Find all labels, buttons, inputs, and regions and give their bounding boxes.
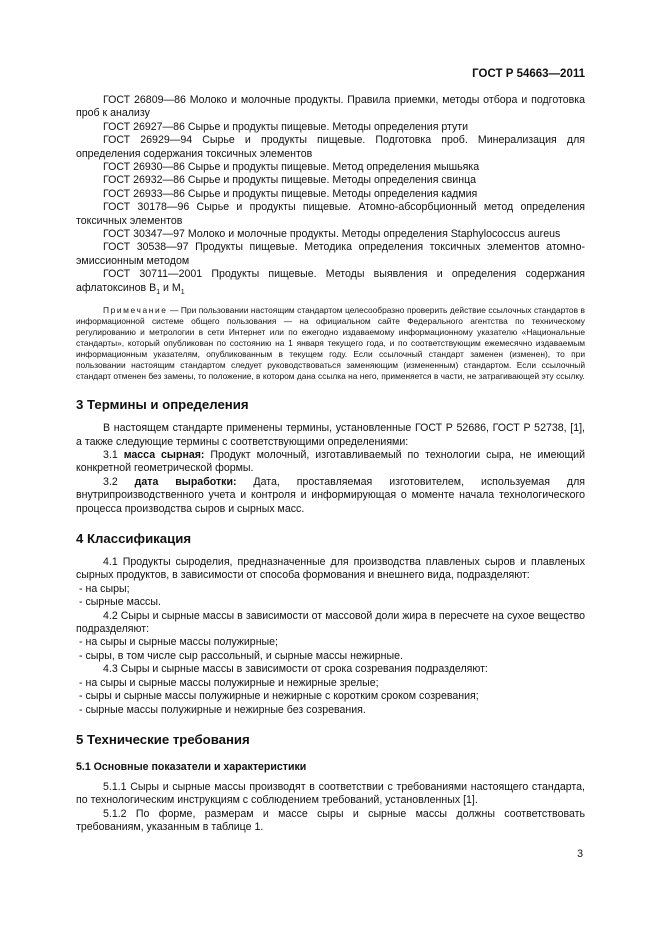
list-item: - сырные массы полужирные и нежирные без созревания. <box>79 703 366 716</box>
term-3-2: 3.2 дата выработки: Дата, проставляемая изготовителем, используемая для внутрипроизводственного учета и контроля и информирующая о моменте начала технологического процесса производства сыров и сырных масс. <box>76 475 585 515</box>
ref-item: ГОСТ 26932—86 Сырье и продукты пищевые. Методы определения свинца <box>103 174 477 187</box>
page-content <box>76 94 585 835</box>
ref-item: ГОСТ 26933—86 Сырье и продукты пищевые. Методы определения кадмия <box>103 187 478 200</box>
note <box>76 305 585 382</box>
para-4-3: 4.3 Сыры и сырные массы в зависимости от срока созревания подразделяют: <box>103 663 488 676</box>
ref-item: ГОСТ 26809—86 Молоко и молочные продукты. Правила приемки, методы отбора и подготовка проб к анализу <box>76 94 585 120</box>
ref-item-aflatoxin: ГОСТ 30711—2001 Продукты пищевые. Методы выявления и определения содержания афлатоксинов $B_1$ и $M_1$ <box>76 268 585 296</box>
document-header: ГОСТ Р 54663—2011 <box>472 68 585 80</box>
para-5-1-1: 5.1.1 Сыры и сырные массы производят в соответствии с требованиями настоящего стандарта, по технологическим инструкциям с соблюдением требований, установленных [1]. <box>76 780 585 807</box>
ref-item: ГОСТ 30538—97 Продукты пищевые. Методика определения токсичных элементов атомно-эмиссионным методом <box>76 241 585 267</box>
section-4-title: 4 Классификация <box>76 531 192 547</box>
ref-item: ГОСТ 26929—94 Сырье и продукты пищевые. Подготовка проб. Минерализация для определения содержания токсичных элементов <box>76 134 585 160</box>
subsection-5-1-title: 5.1 Основные показатели и характеристики <box>76 760 307 773</box>
list-item: - сыры и сырные массы полужирные и нежирные с коротким сроком созревания; <box>79 690 479 703</box>
ref-item: ГОСТ 30178—96 Сырье и продукты пищевые. Атомно-абсорбционный метод определения токсичных элементов <box>76 201 585 227</box>
para-4-2: 4.2 Сыры и сырные массы в зависимости от массовой доли жира в пересчете на сухое вещество подразделяют: <box>76 609 585 636</box>
section-5-title: 5 Технические требования <box>76 731 250 747</box>
list-item: - сыры, в том числе сыр рассольный, и сырные массы нежирные. <box>79 649 403 662</box>
list-item: - на сыры и сырные массы полужирные; <box>79 636 278 649</box>
ref-item: ГОСТ 26927—86 Сырье и продукты пищевые. Методы определения ртути <box>103 120 469 133</box>
list-item: - на сыры; <box>79 582 130 595</box>
para-4-1: 4.1 Продукты сыроделия, предназначенные для производства плавленых сыров и плавленых сырных продуктов, в зависимости от способа формования и внешнего вида, подразделяют: <box>76 556 585 582</box>
term-3-1: 3.1 масса сырная: Продукт молочный, изготавливаемый по технологии сыра, не имеющий конкретной геометрической формы. <box>76 449 586 475</box>
ref-item: ГОСТ 26930—86 Сырье и продукты пищевые. Метод определения мышьяка <box>103 161 480 174</box>
ref-item: ГОСТ 30347—97 Молоко и молочные продукты. Методы определения Staphylococcus aureus <box>103 228 561 241</box>
page-number: 3 <box>577 848 583 860</box>
list-item: - на сыры и сырные массы полужирные и нежирные зрелые; <box>79 676 379 689</box>
section-3-title: 3 Термины и определения <box>76 397 249 413</box>
para-5-1-2: 5.1.2 По форме, размерам и массе сыры и сырные массы должны соответствовать требованиям, указанным в таблице 1. <box>76 807 585 834</box>
section-3-intro: В настоящем стандарте применены термины, установленные ГОСТ Р 52686, ГОСТ Р 52738, [1], а также следующие термины с соответствующими определениями: <box>76 422 585 448</box>
note-text: — При пользовании настоящим стандартом целесообразно проверить действие ссылочных стандартов в информационной системе общего пользования — на официальном сайте Федерального агентства по техническому регулированию и метрологии в сети Интернет или по ежегодно издаваемому информационному указателю «Национальные стандарты», который опубликован по состоянию на 1 января текущего года, и по соответствующим ежемесячно издаваемым информационным указателям, опубликованным в текущем году. Если ссылочный стандарт заменен (изменен), то при пользовании настоящим стандартом следует руководствоваться заменяющим (измененным) стандартом. Если ссылочный стандарт отменен без замены, то положение, в котором дана ссылка на него, применяется в части, не затрагивающей эту ссылку. <box>76 305 585 382</box>
note-label: Примечание <box>103 305 168 316</box>
list-item: - сырные массы. <box>79 596 161 609</box>
